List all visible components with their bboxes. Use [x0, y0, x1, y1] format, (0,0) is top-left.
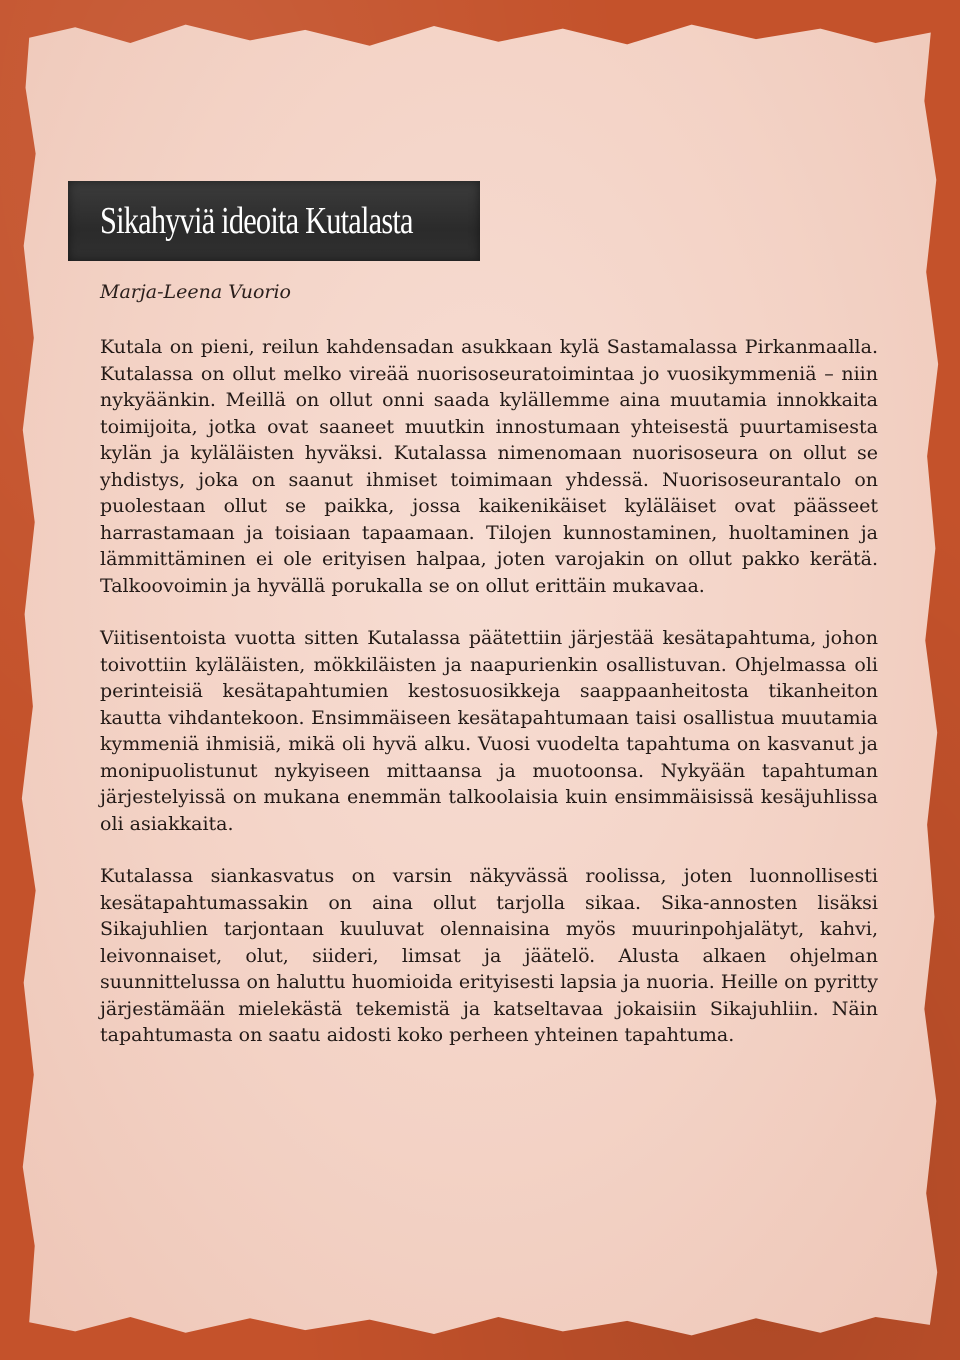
paragraph-3: Kutalassa siankasvatus on varsin näkyvässä roolissa, joten luonnollisesti kesätapahtumassakin on aina ollut tarjolla sikaa. Sika-annosten lisäksi Sikajuhlien tarjontaan kuuluvat olennaisina myös muurinpohjalätyt, kahvi, leivonnaiset, olut, siideri, limsat ja jäätelö. Alusta alkaen ohjelman suunnittelussa on haluttu huomioida erityisesti lapsia ja nuoria. Heille on pyritty järjestämään mielekästä tekemistä ja katseltavaa jokaisiin Sikajuhliin. Näin tapahtumasta on saatu aidosti koko perheen yhteinen tapahtuma. [100, 865, 878, 1046]
article-title: Sikahyviä ideoita Kutalasta [100, 200, 413, 242]
paragraph-1: Kutala on pieni, reilun kahdensadan asukkaan kylä Sastamalassa Pirkanmaalla. Kutalassa on ollut melko vireää nuorisoseuratoimintaa jo vuosikymmeniä – niin nykyäänkin. Meillä on ollut onni saada kylällemme aina muutamia innokkaita toimijoita, jotka ovat saaneet muutkin innostumaan yhteisestä puurtamisesta kylän ja kyläläisten hyväksi. Kutalassa nimenomaan nuorisoseura on ollut se yhdistys, joka on saanut ihmiset toimimaan yhdessä. Nuorisoseurantalo on puolestaan ollut se paikka, jossa kaikenikäiset kyläläiset ovat päässeet harrastamaan ja toisiaan tapaamaan. Tilojen kunnostaminen, huoltaminen ja lämmittäminen ei ole erityisen halpaa, joten varojakin on ollut pakko kerätä. Talkoovoimin ja hyvällä porukalla se on ollut erittäin mukavaa. [100, 336, 878, 597]
title-banner [68, 181, 480, 261]
article-body [100, 334, 878, 1075]
paragraph-2: Viitisentoista vuotta sitten Kutalassa päätettiin järjestää kesätapahtuma, johon toivottiin kyläläisten, mökkiläisten ja naapurienkin osallistuvan. Ohjelmassa oli perinteisiä kesätapahtumien kestosuosikkeja saappaanheitosta tikanheiton kautta vihdantekoon. Ensimmäiseen kesätapahtumaan taisi osallistua muutamia kymmeniä ihmisiä, mikä oli hyvä alku. Vuosi vuodelta tapahtuma on kasvanut ja monipuolistunut nykyiseen mittaansa ja muotoonsa. Nykyään tapahtuman järjestelyissä on mukana enemmän talkoolaisia kuin ensimmäisissä kesäjuhlissa oli asiakkaita. [100, 627, 878, 835]
article-author: Marja-Leena Vuorio [100, 281, 291, 303]
